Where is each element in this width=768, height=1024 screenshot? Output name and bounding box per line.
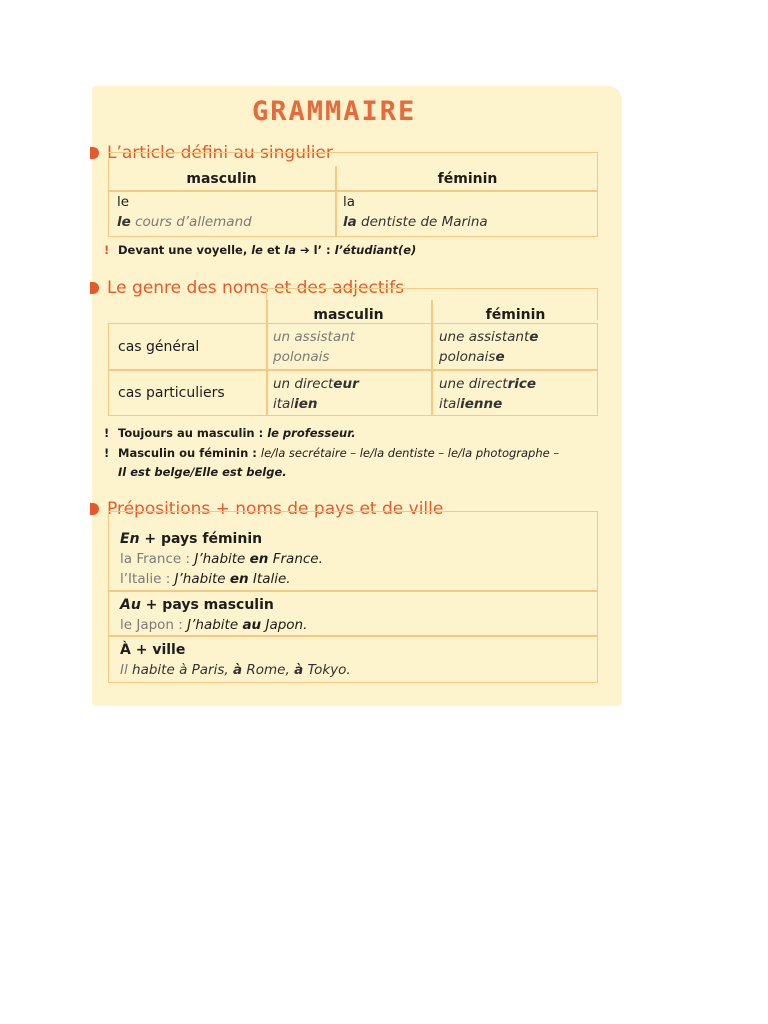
- block-title: + pays féminin: [139, 531, 263, 547]
- section-article-heading: L’article défini au singulier: [90, 141, 333, 165]
- note-text: le: [251, 243, 263, 257]
- warning-icon: !: [104, 446, 110, 460]
- cell-text: une assistant: [439, 329, 530, 345]
- note-text: l’étudiant(e): [334, 243, 417, 257]
- cell-text: ital: [273, 396, 295, 412]
- feminine-ending: ienne: [460, 396, 503, 412]
- genre-col-feminin: féminin: [485, 307, 546, 323]
- note-text: le professeur.: [267, 426, 356, 440]
- block-title: À + ville: [120, 642, 186, 658]
- genre-note-2-continued: [118, 465, 287, 479]
- masculine-ending: ien: [294, 396, 318, 412]
- prepositions-divider: [108, 590, 598, 592]
- note-text: le/la secrétaire – le/la dentiste – le/la photographe –: [260, 446, 560, 460]
- genre-r1-masculin: [273, 327, 428, 367]
- example-text: la France :: [120, 551, 195, 567]
- masculine-ending: eur: [333, 376, 359, 392]
- note-text: Devant une voyelle,: [118, 243, 252, 257]
- prep-block-en: [120, 529, 590, 589]
- article-col-masculin: masculin: [186, 171, 257, 187]
- cell-text: polonais: [439, 349, 496, 365]
- genre-r2-feminin: [439, 374, 594, 414]
- block-title: Au: [120, 597, 141, 613]
- block-title: + pays masculin: [140, 597, 274, 613]
- genre-note-1: [104, 426, 356, 440]
- note-text: la: [284, 243, 296, 257]
- note-text: Il est belge/Elle est belge.: [118, 465, 287, 479]
- feminin-article: la: [343, 194, 356, 210]
- note-text: et: [262, 243, 285, 257]
- example-text: l’Italie :: [120, 571, 175, 587]
- example-text: Il: [120, 662, 128, 678]
- example-text: Rome,: [242, 662, 295, 678]
- feminine-ending: rice: [507, 376, 537, 392]
- feminin-example-article: la: [343, 214, 357, 230]
- article-note: [104, 243, 416, 257]
- note-text: :: [321, 243, 335, 257]
- warning-icon: !: [104, 426, 110, 440]
- article-col-feminin: féminin: [437, 171, 498, 187]
- page-title: GRAMMAIRE: [252, 96, 417, 127]
- cell-line: polonais: [273, 349, 330, 365]
- section-genre-heading: Le genre des noms et des adjectifs: [90, 276, 404, 300]
- section-prepositions-heading: Prépositions + noms de pays et de ville: [90, 497, 443, 521]
- article-feminin-cell: [343, 192, 593, 232]
- note-text: Masculin ou féminin :: [118, 446, 261, 460]
- example-text: J’habite: [187, 617, 243, 633]
- cell-text: ital: [439, 396, 461, 412]
- masculin-article: le: [117, 194, 130, 210]
- example-text: J’habite: [194, 551, 250, 567]
- masculin-example-article: le: [117, 214, 131, 230]
- example-preposition: en: [229, 571, 249, 587]
- example-text: le Japon :: [120, 617, 188, 633]
- feminine-ending: e: [495, 349, 505, 365]
- example-text: J’habite: [174, 571, 230, 587]
- block-title: En: [120, 531, 140, 547]
- note-text: l’: [313, 243, 322, 257]
- prep-block-au: [120, 595, 590, 635]
- cell-text: une direct: [439, 376, 508, 392]
- example-preposition: à: [232, 662, 243, 678]
- bullet-icon: [90, 503, 99, 515]
- bullet-icon: [90, 282, 99, 294]
- warning-icon: !: [104, 243, 110, 257]
- arrow-icon: ➔: [295, 243, 314, 257]
- note-text: Toujours au masculin :: [118, 426, 268, 440]
- row-label-cas-general: cas général: [118, 339, 200, 355]
- genre-col-masculin: masculin: [313, 307, 384, 323]
- genre-r2-masculin: [273, 374, 428, 414]
- example-text: France.: [268, 551, 323, 567]
- example-preposition: au: [242, 617, 262, 633]
- prepositions-divider: [108, 635, 598, 637]
- masculin-example-text: cours d’allemand: [130, 214, 252, 230]
- bullet-icon: [90, 147, 99, 159]
- example-text: Italie.: [248, 571, 291, 587]
- article-masculin-cell: [117, 192, 332, 232]
- prep-block-a: [120, 640, 590, 680]
- example-text: Tokyo.: [303, 662, 351, 678]
- feminin-example-text: dentiste de Marina: [356, 214, 488, 230]
- cell-line: un assistant: [273, 329, 355, 345]
- example-text: habite à Paris,: [127, 662, 233, 678]
- cell-text: un direct: [273, 376, 334, 392]
- genre-r1-feminin: [439, 327, 594, 367]
- example-preposition: en: [249, 551, 269, 567]
- feminine-ending: e: [529, 329, 539, 345]
- genre-note-2: [104, 446, 559, 460]
- row-label-cas-particuliers: cas particuliers: [118, 385, 225, 401]
- example-preposition: à: [294, 662, 304, 678]
- example-text: Japon.: [261, 617, 308, 633]
